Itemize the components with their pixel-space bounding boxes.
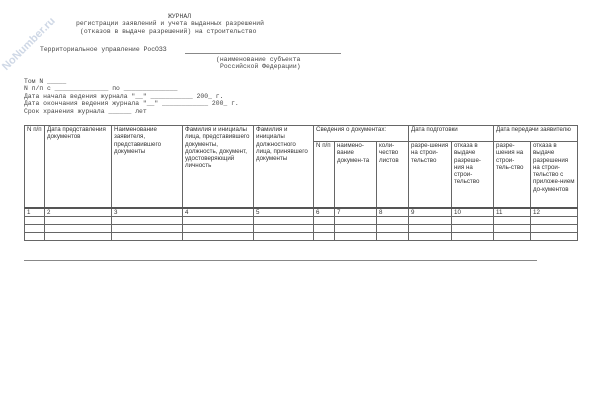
header-docs-group: Сведения о документах: (314, 126, 409, 142)
col-num: 8 (377, 208, 409, 217)
sub-prep-refusal: отказа в выдаче разреше-ния на строи-тельство (452, 142, 494, 208)
col-num: 6 (314, 208, 335, 217)
col-num: 3 (112, 208, 183, 217)
col-num: 1 (25, 208, 45, 217)
col-num: 9 (409, 208, 452, 217)
journal-table (24, 125, 578, 241)
col-num: 10 (452, 208, 494, 217)
table-row (25, 232, 578, 240)
title-line-3: (отказов в выдаче разрешений) на строительство (80, 28, 257, 35)
subject-note-1: (наименование субъекта (216, 56, 301, 63)
sub-transfer-refusal: отказа в выдаче разрешения на строи-тельство с приложе-нием до-кументов (531, 142, 578, 208)
bottom-rule (24, 260, 537, 261)
header-receiver: Фамилия и инициалы должностного лица, принявшего документы (254, 126, 314, 208)
table-row (25, 224, 578, 232)
col-num: 7 (335, 208, 377, 217)
col-num: 5 (254, 208, 314, 217)
sub-sheet-count: коли-чество листов (377, 142, 409, 208)
sub-doc-name: наимено-вание докумен-та (335, 142, 377, 208)
authority-underline (185, 53, 341, 54)
header-applicant: Наименование заявителя, представившего документы (112, 126, 183, 208)
col-num: 11 (494, 208, 531, 217)
col-num: 12 (531, 208, 578, 217)
field-end-date: Дата окончания ведения журнала "__" ____________ 200_ г. (24, 100, 239, 107)
header-date-submitted: Дата представления документов (45, 126, 112, 208)
field-retention: Срок хранения журнала ______ лет (24, 108, 147, 115)
column-numbers-row (25, 208, 578, 217)
col-num: 2 (45, 208, 112, 217)
header-prep-group: Дата подготовки (409, 126, 494, 142)
field-volume: Том N _____ (24, 78, 67, 85)
header-submitter: Фамилия и инициалы лица, представившего документы, должность, документ, удостоверяющий личность (183, 126, 254, 208)
field-range: N п/п с ______________ по ______________ (24, 85, 178, 92)
authority-label: Территориальное управление РосОЗЗ (40, 46, 167, 53)
watermark: NoNumber.ru (0, 15, 58, 73)
col-num: 4 (183, 208, 254, 217)
title-line-2: регистрации заявлений и учета выданных разрешений (76, 20, 264, 27)
sub-doc-num: N п/п (314, 142, 335, 208)
header-num: N п/п (25, 126, 45, 208)
field-start-date: Дата начала ведения журнала "__" ___________ 200_ г. (24, 93, 224, 100)
sub-transfer-permit: разре-шения на строи-тель-ство (494, 142, 531, 208)
subject-note-2: Российской Федерации) (220, 63, 301, 70)
title-line-1: ЖУРНАЛ (168, 13, 192, 20)
table-row (25, 216, 578, 224)
header-transfer-group: Дата передачи заявителю (494, 126, 578, 142)
sub-prep-permit: разре-шения на строи-тельство (409, 142, 452, 208)
